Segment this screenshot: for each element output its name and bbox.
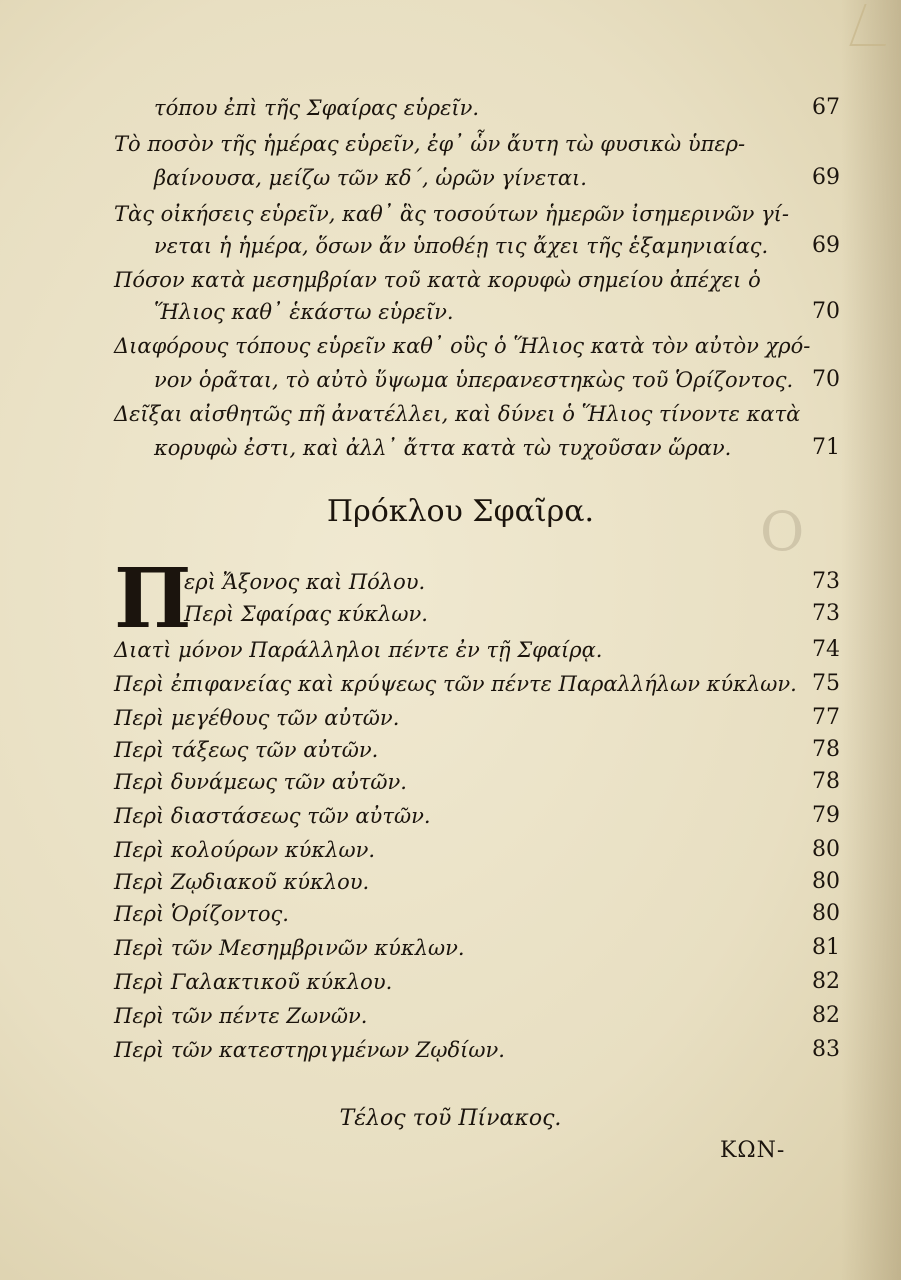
toc-entry-text: Διαφόρους τόπους εὑρεῖν καθ᾽ οὓς ὁ Ἥλιος κατὰ τὸν αὐτὸν χρό- [114,334,811,358]
toc-page-number: 80 [812,901,840,926]
toc-entry-text: Περὶ Γαλακτικοῦ κύκλου. [114,970,393,994]
toc-page-number: 82 [812,1003,840,1028]
toc-entry-text: Περὶ διαστάσεως τῶν αὐτῶν. [114,804,431,828]
toc-page-number: 78 [812,737,840,762]
toc-entry-text: ερὶ Ἄξονος καὶ Πόλου. [184,570,426,594]
toc-entry-text: Περὶ τῶν Μεσημβρινῶν κύκλων. [114,936,465,960]
toc-page-number: 79 [812,803,840,828]
section-heading: Πρόκλου Σφαῖρα. [326,494,595,529]
toc-page-number: 69 [812,165,840,190]
bleed-through-letter: Ο [760,500,805,563]
toc-entry-text: Δεῖξαι αἰσθητῶς πῆ ἀνατέλλει, καὶ δύνει ὁ Ἥλιος τίνοντε κατὰ [114,402,801,426]
toc-entry-text: Περὶ μεγέθους τῶν αὐτῶν. [114,706,400,730]
toc-page-number: 67 [812,95,840,120]
page-edge-shadow [841,0,901,1280]
toc-page-number: 77 [812,705,840,730]
toc-entry-text: Περὶ δυνάμεως τῶν αὐτῶν. [114,770,407,794]
toc-entry-text: Τὰς οἰκήσεις εὑρεῖν, καθ᾽ ἃς τοσούτων ἡμερῶν ἰσημερινῶν γί- [114,202,789,226]
toc-entry-text: Περὶ τάξεως τῶν αὐτῶν. [114,738,379,762]
toc-entry-text: τόπου ἐπὶ τῆς Σφαίρας εὑρεῖν. [154,96,480,120]
toc-page-number: 81 [812,935,840,960]
toc-entry-text: Περὶ Ὁρίζοντος. [114,902,289,926]
toc-page-number: 70 [812,367,840,392]
toc-page-number: 69 [812,233,840,258]
toc-page-number: 78 [812,769,840,794]
end-of-index-title: Τέλος τοῦ Πίνακος. [339,1106,562,1131]
toc-entry-text: Ἥλιος καθ᾽ ἑκάστω εὑρεῖν. [154,300,454,324]
toc-page-number: 70 [812,299,840,324]
toc-entry-text: κορυφὼ ἐστι, καὶ ἀλλ᾽ ἄττα κατὰ τὼ τυχοῦσαν ὥραν. [154,436,732,460]
toc-entry-text: νεται ἡ ἡμέρα, ὅσων ἄν ὑποθέῃ τις ἄχει τῆς ἑξαμηνιαίας. [154,234,769,258]
toc-entry-text: Περὶ ἐπιφανείας καὶ κρύψεως τῶν πέντε Παραλλήλων κύκλων. [114,672,797,696]
toc-page-number: 71 [812,435,840,460]
toc-page-number: 83 [812,1037,840,1062]
toc-page-number: 80 [812,869,840,894]
toc-page-number: 73 [812,601,840,626]
toc-page-number: 82 [812,969,840,994]
toc-page-number: 73 [812,569,840,594]
toc-entry-text: βαίνουσα, μείζω τῶν κδ´, ὡρῶν γίνεται. [154,166,587,190]
toc-entry-text: Διατὶ μόνον Παράλληλοι πέντε ἐν τῇ Σφαίρᾳ. [114,638,603,662]
toc-entry-text: Τὸ ποσὸν τῆς ἡμέρας εὑρεῖν, ἐφ᾽ ὧν ἄυτη τὼ φυσικὼ ὑπερ- [114,132,746,156]
toc-entry-text: Περὶ Ζῳδιακοῦ κύκλου. [114,870,370,894]
toc-entry-text: Περὶ κολούρων κύκλων. [114,838,376,862]
toc-entry-text: Περὶ τῶν πέντε Ζωνῶν. [114,1004,368,1028]
toc-page-number: 74 [812,637,840,662]
catchword: ΚΩΝ- [720,1138,786,1163]
toc-entry-text: νον ὁρᾶται, τὸ αὐτὸ ὕψωμα ὑπερανεστηκὼς τοῦ Ὁρίζοντος. [154,368,794,392]
drop-cap: Π [114,551,192,647]
toc-page-number: 80 [812,837,840,862]
toc-entry-text: Περὶ τῶν κατεστηριγμένων Ζῳδίων. [114,1038,505,1062]
toc-entry-text: Περὶ Σφαίρας κύκλων. [184,602,428,626]
toc-entry-text: Πόσον κατὰ μεσημβρίαν τοῦ κατὰ κορυφὼ σημείου ἀπέχει ὁ [114,268,761,292]
toc-page-number: 75 [812,671,840,696]
